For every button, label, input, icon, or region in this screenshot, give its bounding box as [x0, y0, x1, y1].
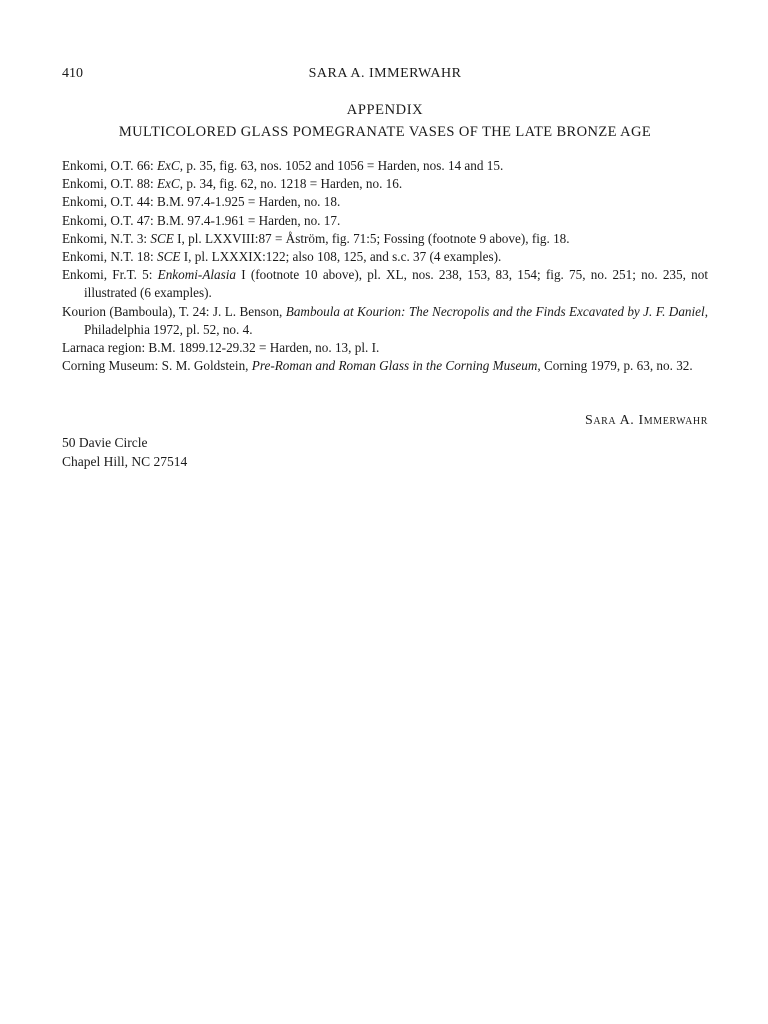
running-title: SARA A. IMMERWAHR	[308, 66, 462, 81]
page-number: 410	[62, 66, 83, 81]
address-line: Chapel Hill, NC 27514	[62, 453, 188, 469]
catalogue-entry: Enkomi, N.T. 18: SCE I, pl. LXXXIX:122; also 108, 125, and s.c. 37 (4 examples).	[62, 249, 502, 265]
catalogue-entry: Enkomi, O.T. 88: ExC, p. 34, fig. 62, no. 1218 = Harden, no. 16.	[62, 176, 403, 192]
running-head	[62, 66, 708, 86]
address-line: 50 Davie Circle	[62, 435, 148, 450]
author-address	[62, 434, 187, 471]
appendix-title: MULTICOLORED GLASS POMEGRANATE VASES OF THE LATE BRONZE AGE	[118, 124, 652, 140]
catalogue-entry: Enkomi, O.T. 44: B.M. 97.4-1.925 = Harden, no. 18.	[62, 194, 341, 210]
appendix-heading: APPENDIX	[346, 102, 424, 118]
catalogue-entry: Corning Museum: S. M. Goldstein, Pre-Roman and Roman Glass in the Corning Museum, Corning 1979, p. 63, no. 32.	[62, 358, 693, 374]
catalogue-entry: Kourion (Bamboula), T. 24: J. L. Benson, Bamboula at Kourion: The Necropolis and the Finds Excavated by J. F. Daniel, Philadelphia 1972, pl. 52, no. 4.	[62, 303, 708, 337]
catalogue-list	[62, 157, 708, 375]
catalogue-entry: Enkomi, O.T. 66: ExC, p. 35, fig. 63, nos. 1052 and 1056 = Harden, nos. 14 and 15.	[62, 158, 504, 173]
catalogue-entry: Larnaca region: B.M. 1899.12-29.32 = Harden, no. 13, pl. I.	[62, 340, 380, 356]
catalogue-entry: Enkomi, N.T. 3: SCE I, pl. LXXVIII:87 = Åström, fig. 71:5; Fossing (footnote 9 above), fig. 18.	[62, 230, 570, 246]
author-signature: Sara A. Immerwahr	[584, 413, 708, 428]
catalogue-entry: Enkomi, O.T. 47: B.M. 97.4-1.961 = Harden, no. 17.	[62, 212, 341, 228]
catalogue-entry: Enkomi, Fr.T. 5: Enkomi-Alasia I (footnote 10 above), pl. XL, nos. 238, 153, 83, 154; fig. 75, no. 251; no. 235, not illustrated (6 examples).	[62, 267, 708, 301]
